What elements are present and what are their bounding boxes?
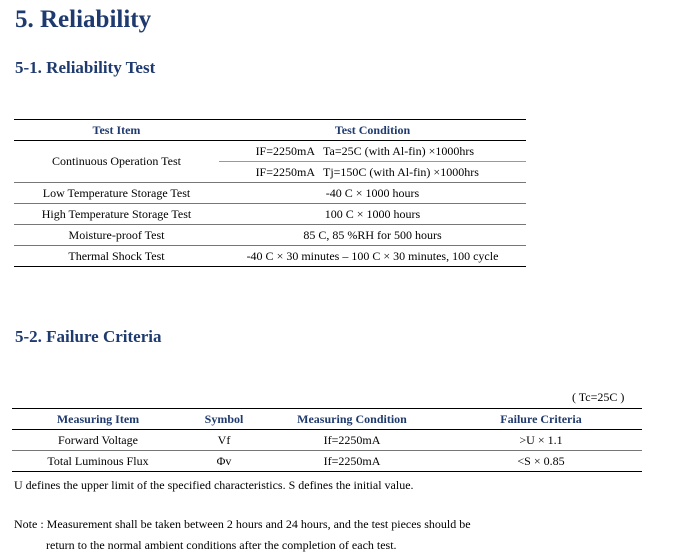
tc-note: ( Tc=25C ) [572, 390, 625, 404]
test-item: Thermal Shock Test [14, 246, 219, 267]
definition-text: U defines the upper limit of the specified characteristics. S defines the initial value. [14, 478, 414, 492]
test-condition-current: IF=2250mA [219, 162, 319, 183]
table-row [12, 430, 642, 451]
measuring-item: Forward Voltage [12, 430, 184, 451]
failure-criteria-heading: 5-2. Failure Criteria [15, 327, 162, 346]
test-condition: -40 C × 30 minutes – 100 C × 30 minutes, 100 cycle [219, 246, 526, 267]
header-failure-criteria: Failure Criteria [440, 409, 642, 430]
measuring-condition: If=2250mA [264, 430, 440, 451]
header-test-condition: Test Condition [219, 120, 526, 141]
measuring-item: Total Luminous Flux [12, 451, 184, 472]
test-item: High Temperature Storage Test [14, 204, 219, 225]
header-measuring-condition: Measuring Condition [264, 409, 440, 430]
test-condition: -40 C × 1000 hours [219, 183, 526, 204]
note-line-1: Note : Measurement shall be taken between 2 hours and 24 hours, and the test pieces should be [14, 517, 471, 531]
test-condition-detail: Ta=25C (with Al-fin) ×1000hrs [319, 141, 526, 162]
test-item: Moisture-proof Test [14, 225, 219, 246]
section-title: 5. Reliability [15, 6, 152, 33]
failure-criteria: >U × 1.1 [440, 430, 642, 451]
table-row [14, 141, 526, 162]
test-condition-current: IF=2250mA [219, 141, 319, 162]
table-row [14, 225, 526, 246]
table-row [14, 204, 526, 225]
header-measuring-item: Measuring Item [12, 409, 184, 430]
reliability-test-table [14, 119, 526, 267]
test-condition: 85 C, 85 %RH for 500 hours [219, 225, 526, 246]
header-test-item: Test Item [14, 120, 219, 141]
table-row [12, 451, 642, 472]
note-line-2: return to the normal ambient conditions after the completion of each test. [46, 538, 397, 552]
symbol: Vf [184, 430, 264, 451]
symbol: Φv [184, 451, 264, 472]
test-item: Low Temperature Storage Test [14, 183, 219, 204]
table-row [14, 183, 526, 204]
test-condition: 100 C × 1000 hours [219, 204, 526, 225]
test-item: Continuous Operation Test [14, 141, 219, 183]
test-condition-detail: Tj=150C (with Al-fin) ×1000hrs [319, 162, 526, 183]
measuring-condition: If=2250mA [264, 451, 440, 472]
failure-criteria: <S × 0.85 [440, 451, 642, 472]
header-symbol: Symbol [184, 409, 264, 430]
failure-criteria-table [12, 408, 642, 472]
reliability-test-heading: 5-1. Reliability Test [15, 58, 156, 77]
table-row [14, 246, 526, 267]
